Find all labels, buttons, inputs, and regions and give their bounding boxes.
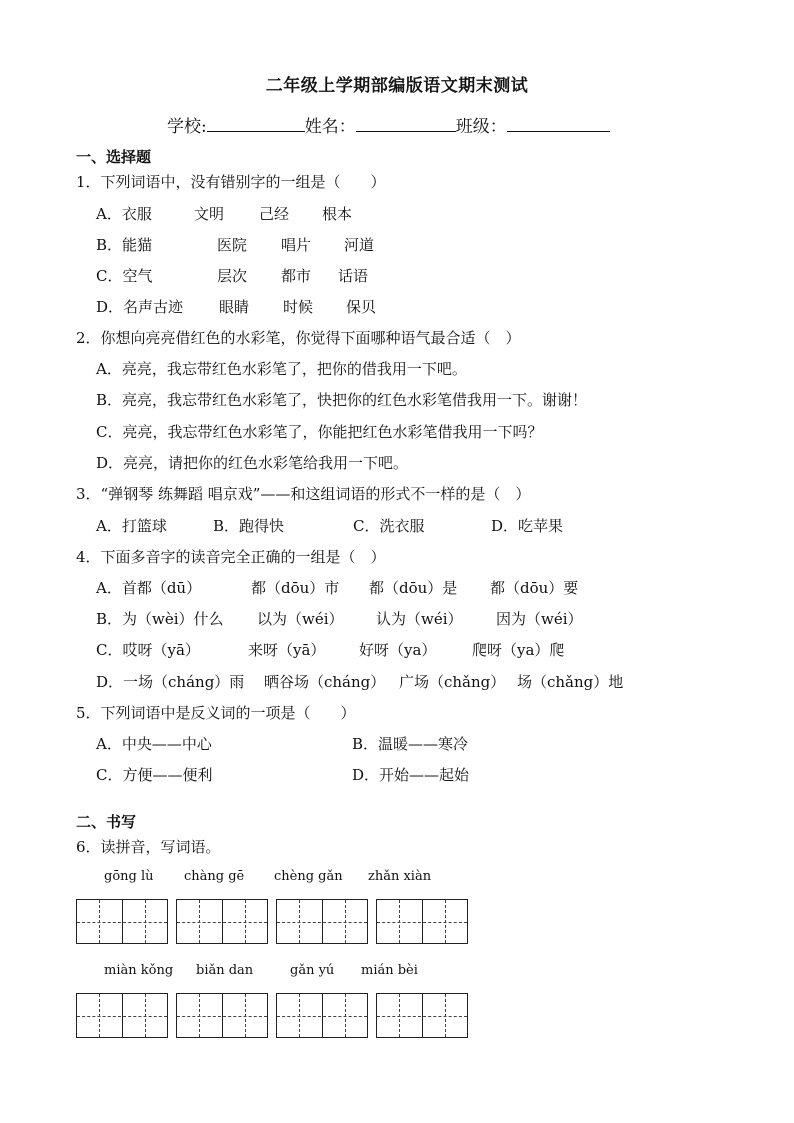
pinyin-label: miàn kǒng <box>104 963 174 978</box>
q4-option-c-word: 爬呀（ya）爬 <box>472 641 565 659</box>
writing-grid-box[interactable] <box>176 993 268 1038</box>
q2-option-b: B．亮亮，我忘带红色水彩笔了，快把你的红色水彩笔借我用一下。谢谢！ <box>96 391 588 409</box>
q1-option-b: B．能猫 <box>96 236 153 254</box>
writing-grid-box[interactable] <box>76 993 168 1038</box>
name-field[interactable] <box>356 113 456 132</box>
q1-option-d: D．名声古迹 <box>96 298 184 316</box>
school-field[interactable] <box>207 113 305 132</box>
q1-option-c-word: 话语 <box>338 267 369 285</box>
q4-option-c: C．哎呀（yā） <box>96 641 200 659</box>
q4-option-b: B．为（wèi）什么 <box>96 610 224 628</box>
page-title: 二年级上学期部编版语文期末测试 <box>265 76 529 96</box>
q4-option-d-word: 晒谷场（cháng） <box>264 673 386 691</box>
q1-option-a: A．衣服 <box>96 205 152 223</box>
writing-grid-box[interactable] <box>376 993 468 1038</box>
writing-grid-row-1 <box>76 899 476 945</box>
q5-option-c: C．方便——便利 <box>96 766 213 784</box>
writing-grid-box[interactable] <box>276 899 368 944</box>
section-heading-choice: 一、选择题 <box>76 148 152 166</box>
q2-option-d: D．亮亮，请把你的红色水彩笔给我用一下吧。 <box>96 454 409 472</box>
q4-option-a-word: 都（dōu）要 <box>490 579 579 597</box>
question-2-stem: 2．你想向亮亮借红色的水彩笔，你觉得下面哪种语气最合适（ ） <box>76 329 521 347</box>
q2-option-a: A．亮亮，我忘带红色水彩笔了，把你的借我用一下吧。 <box>96 360 467 378</box>
q1-option-a-word: 己经 <box>259 205 290 223</box>
q1-option-b-word: 唱片 <box>281 236 312 254</box>
writing-grid-box[interactable] <box>176 899 268 944</box>
writing-grid-box[interactable] <box>376 899 468 944</box>
q4-option-a-word: 都（dōu）是 <box>369 579 458 597</box>
q2-option-c: C．亮亮，我忘带红色水彩笔了，你能把红色水彩笔借我用一下吗？ <box>96 423 543 441</box>
pinyin-label: gōng lù <box>104 869 154 884</box>
q4-option-b-word: 认为（wéi） <box>376 610 463 628</box>
name-label: 姓名： <box>304 117 356 137</box>
q4-option-b-word: 因为（wéi） <box>496 610 583 628</box>
q5-option-d: D．开始——起始 <box>352 766 470 784</box>
q3-option-a: A．打篮球 <box>96 517 167 535</box>
q1-option-a-word: 文明 <box>194 205 225 223</box>
q3-option-b: B．跑得快 <box>213 517 285 535</box>
pinyin-label: chèng gǎn <box>274 869 343 884</box>
question-5-stem: 5．下列词语中是反义词的一项是（ ） <box>76 704 356 722</box>
q5-option-b: B．温暖——寒冷 <box>352 735 469 753</box>
q4-option-a-word: 都（dōu）市 <box>251 579 340 597</box>
student-info-line <box>167 112 610 137</box>
writing-grid-box[interactable] <box>276 993 368 1038</box>
q1-option-c-word: 都市 <box>281 267 312 285</box>
q3-option-d: D．吃苹果 <box>491 517 564 535</box>
q1-option-a-word: 根本 <box>322 205 353 223</box>
question-4-stem: 4．下面多音字的读音完全正确的一组是（ ） <box>76 548 386 566</box>
q4-option-c-word: 来呀（yā） <box>248 641 326 659</box>
q4-option-b-word: 以为（wéi） <box>257 610 344 628</box>
q1-option-d-word: 保贝 <box>346 298 377 316</box>
q5-option-a: A．中央——中心 <box>96 735 212 753</box>
q4-option-d: D．一场（cháng）雨 <box>96 673 245 691</box>
question-3-stem: 3．“弹钢琴 练舞蹈 唱京戏”——和这组词语的形式不一样的是（ ） <box>76 485 531 503</box>
class-label: 班级： <box>455 117 507 137</box>
q1-option-d-word: 眼睛 <box>219 298 250 316</box>
q4-option-c-word: 好呀（ya） <box>359 641 437 659</box>
pinyin-label: mián bèi <box>361 963 418 978</box>
pinyin-label: gǎn yú <box>290 963 335 978</box>
writing-grid-row-2 <box>76 993 476 1039</box>
q4-option-d-word: 场（chǎng）地 <box>517 673 624 691</box>
school-label: 学校: <box>167 117 207 137</box>
question-6-stem: 6．读拼音，写词语。 <box>76 838 221 856</box>
q4-option-d-word: 广场（chǎng） <box>399 673 506 691</box>
writing-grid-box[interactable] <box>76 899 168 944</box>
pinyin-label: zhǎn xiàn <box>368 869 432 884</box>
section-heading-writing: 二、书写 <box>76 813 137 831</box>
class-field[interactable] <box>507 113 610 132</box>
pinyin-label: biǎn dan <box>196 963 254 978</box>
q1-option-d-word: 时候 <box>283 298 314 316</box>
q1-option-c-word: 层次 <box>217 267 248 285</box>
q4-option-a: A．首都（dū） <box>96 579 202 597</box>
q3-option-c: C．洗衣服 <box>353 517 425 535</box>
pinyin-label: chàng gē <box>184 869 245 884</box>
q1-option-b-word: 医院 <box>217 236 248 254</box>
q1-option-c: C．空气 <box>96 267 153 285</box>
question-1-stem: 1．下列词语中，没有错别字的一组是（ ） <box>76 173 386 191</box>
q1-option-b-word: 河道 <box>344 236 375 254</box>
